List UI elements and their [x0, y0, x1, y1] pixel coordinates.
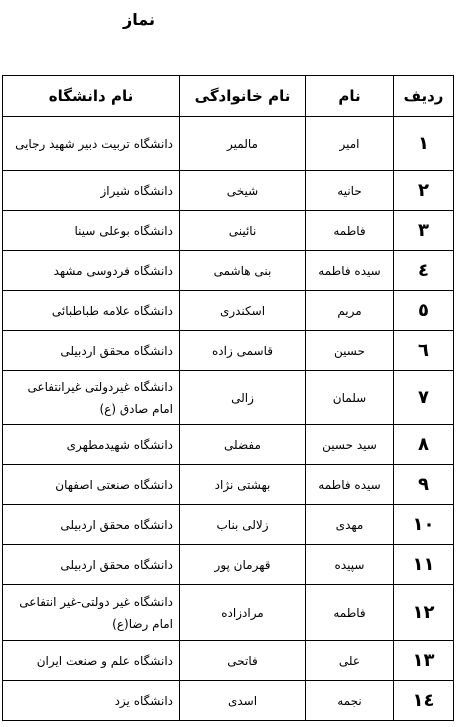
cell-name: حسین: [306, 331, 394, 371]
cell-name: مهدی: [306, 505, 394, 545]
header-name: نام: [306, 76, 394, 117]
header-family: نام خانوادگی: [180, 76, 306, 117]
table-row: [3, 171, 454, 211]
cell-family: قهرمان پور: [180, 545, 306, 585]
cell-university: دانشگاه صنعتی اصفهان: [3, 465, 180, 505]
cell-university: دانشگاه یزد: [3, 681, 180, 721]
table-row: [3, 117, 454, 171]
cell-radif: ۸: [394, 425, 454, 465]
cell-family: مرادزاده: [180, 585, 306, 641]
table-row: [3, 425, 454, 465]
cell-family: بهشتی نژاد: [180, 465, 306, 505]
cell-university: دانشگاه بوعلی سینا: [3, 211, 180, 251]
cell-university: دانشگاه محقق اردبیلی: [3, 505, 180, 545]
table-row: [3, 211, 454, 251]
cell-university: دانشگاه محقق اردبیلی: [3, 331, 180, 371]
participants-table-container: [2, 75, 453, 721]
cell-family: اسدی: [180, 681, 306, 721]
cell-name: مریم: [306, 291, 394, 331]
cell-radif: ۱: [394, 117, 454, 171]
cell-university: دانشگاه علم و صنعت ایران: [3, 641, 180, 681]
cell-name: نجمه: [306, 681, 394, 721]
cell-radif: ٦: [394, 331, 454, 371]
cell-university: دانشگاه تربیت دبیر شهید رجایی: [3, 117, 180, 171]
table-row: [3, 371, 454, 425]
cell-family: زالی: [180, 371, 306, 425]
cell-name: حانیه: [306, 171, 394, 211]
cell-radif: ۳: [394, 211, 454, 251]
cell-name: سیده فاطمه: [306, 251, 394, 291]
table-row: [3, 585, 454, 641]
table-row: [3, 641, 454, 681]
cell-family: زلالی بناب: [180, 505, 306, 545]
cell-family: شیخی: [180, 171, 306, 211]
table-row: [3, 291, 454, 331]
cell-university: دانشگاه شیراز: [3, 171, 180, 211]
cell-radif: ۲: [394, 171, 454, 211]
header-university: نام دانشگاه: [3, 76, 180, 117]
cell-radif: ۱۱: [394, 545, 454, 585]
cell-name: امیر: [306, 117, 394, 171]
cell-family: مالمیر: [180, 117, 306, 171]
cell-university: دانشگاه محقق اردبیلی: [3, 545, 180, 585]
header-radif: ردیف: [394, 76, 454, 117]
cell-radif: ١٤: [394, 681, 454, 721]
participants-table: [2, 75, 454, 721]
cell-university: دانشگاه شهیدمطهری: [3, 425, 180, 465]
table-row: [3, 681, 454, 721]
table-header-row: [3, 76, 454, 117]
cell-name: فاطمه: [306, 211, 394, 251]
cell-name: سیده فاطمه: [306, 465, 394, 505]
table-row: [3, 505, 454, 545]
cell-radif: ٥: [394, 291, 454, 331]
cell-university: دانشگاه غیردولتی غیرانتفاعی امام صادق (ع): [3, 371, 180, 425]
cell-university: دانشگاه غیر دولتی-غیر انتفاعی امام رضا(ع): [3, 585, 180, 641]
table-row: [3, 465, 454, 505]
cell-family: نائینی: [180, 211, 306, 251]
cell-radif: ۱۰: [394, 505, 454, 545]
cell-radif: ٤: [394, 251, 454, 291]
cell-name: سپیده: [306, 545, 394, 585]
cell-family: فاتحی: [180, 641, 306, 681]
cell-name: علی: [306, 641, 394, 681]
cell-radif: ۱۳: [394, 641, 454, 681]
cell-family: قاسمی زاده: [180, 331, 306, 371]
cell-name: سلمان: [306, 371, 394, 425]
cell-name: سید حسین: [306, 425, 394, 465]
cell-family: بنی هاشمی: [180, 251, 306, 291]
table-row: [3, 545, 454, 585]
cell-radif: ۷: [394, 371, 454, 425]
table-row: [3, 251, 454, 291]
cell-family: اسکندری: [180, 291, 306, 331]
table-row: [3, 331, 454, 371]
cell-radif: ۱۲: [394, 585, 454, 641]
cell-university: دانشگاه فردوسی مشهد: [3, 251, 180, 291]
cell-family: مفضلی: [180, 425, 306, 465]
cell-name: فاطمه: [306, 585, 394, 641]
cell-radif: ۹: [394, 465, 454, 505]
cell-university: دانشگاه علامه طباطبائی: [3, 291, 180, 331]
page-title: نماز: [123, 10, 155, 29]
